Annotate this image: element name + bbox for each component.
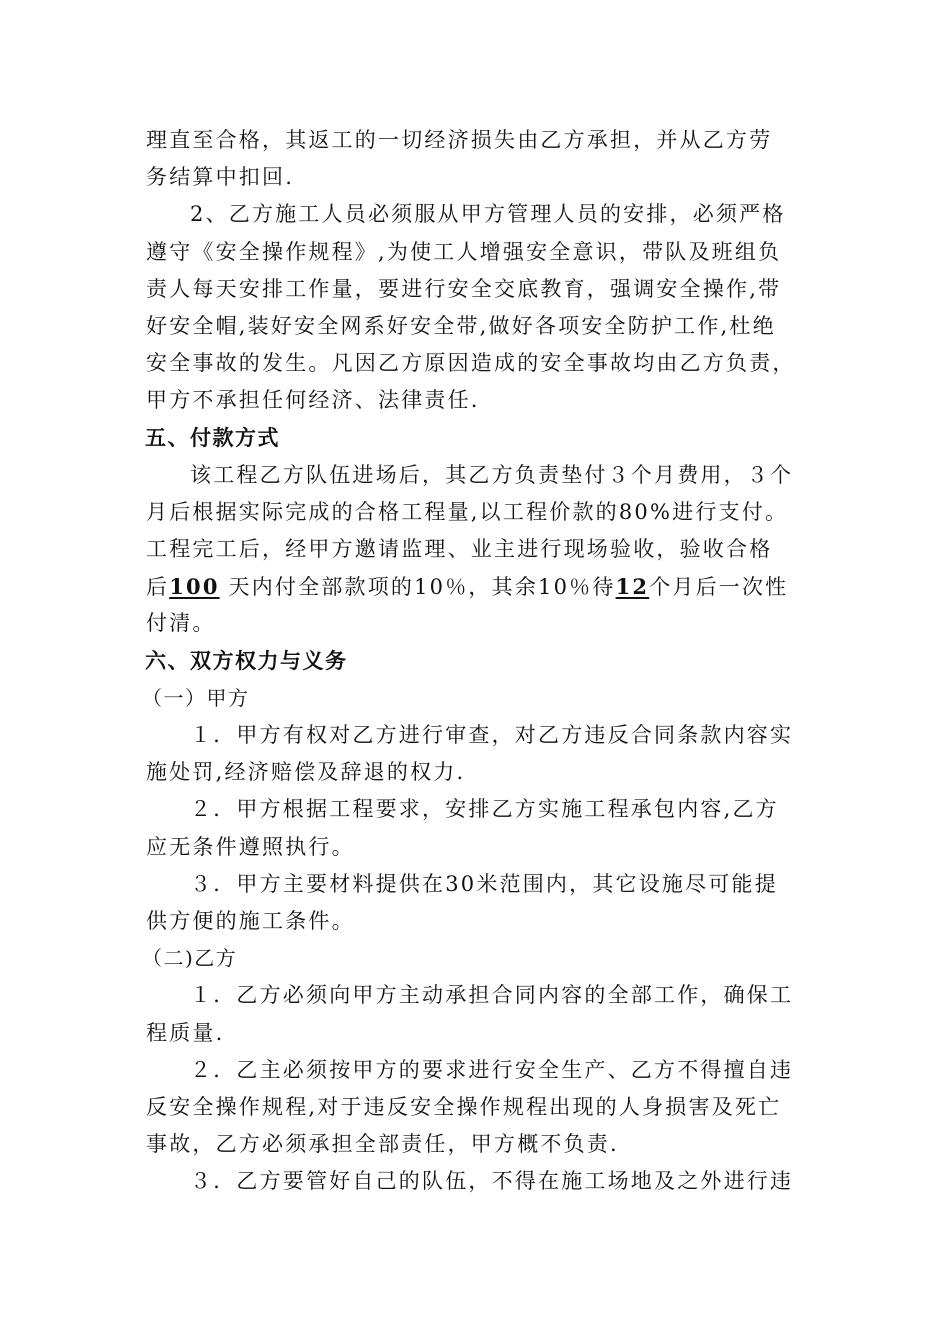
- text-line: 事故，乙方必须承担全部责任，甲方概不负责.: [146, 1132, 619, 1157]
- text-line: 务结算中扣回.: [146, 165, 295, 190]
- text-line: 甲方不承担任何经济、法律责任.: [146, 388, 480, 413]
- text-line: 理直至合格，其返工的一切经济损失由乙方承担，并从乙方劳: [146, 128, 773, 152]
- text-line: 该工程乙方队伍进场后，其乙方负责垫付３个月费用，３个: [190, 462, 794, 487]
- text-line: １．乙方必须向甲方主动承担合同内容的全部工作，确保工: [190, 983, 794, 1008]
- text-line: １．甲方有权对乙方进行审查，对乙方违反合同条款内容实: [190, 723, 794, 747]
- section-heading-payment: 五、付款方式: [145, 425, 280, 450]
- text-line: ２．乙主必须按甲方的要求进行安全生产、乙方不得擅自违: [190, 1057, 794, 1082]
- text-line-with-underlines: [146, 568, 826, 605]
- text-line: 反安全操作规程,对于违反安全操作规程出现的人身损害及死亡: [146, 1094, 782, 1119]
- section-heading-rights: 六、双方权力与义务: [145, 648, 348, 673]
- document-body: [142, 122, 826, 1200]
- text-line: 付清。: [146, 611, 216, 636]
- text-line: 供方便的施工条件。: [146, 908, 355, 933]
- text-line: 安全事故的发生。凡因乙方原因造成的安全事故均由乙方负责，: [146, 351, 796, 376]
- text-fragment: 个月后一次性: [649, 575, 789, 600]
- text-line: 2、乙方施工人员必须服从甲方管理人员的安排，必须严格: [190, 202, 786, 227]
- text-line: ３．乙方要管好自己的队伍，不得在施工场地及之外进行违: [190, 1169, 794, 1194]
- text-line: 好安全帽,装好安全网系好安全带,做好各项安全防护工作,杜绝: [146, 313, 776, 338]
- subsection-heading-party-a: （一）甲方: [142, 685, 250, 710]
- text-line: 程质量.: [146, 1020, 225, 1045]
- text-line: 月后根据实际完成的合格工程量,以工程价款的80%进行支付。: [146, 499, 789, 524]
- text-line: 施处罚,经济赔偿及辞退的权力.: [146, 760, 466, 785]
- text-fragment: 天内付全部款项的10％，其余10％待: [219, 575, 616, 600]
- text-line: ３．甲方主要材料提供在30米范围内，其它设施尽可能提: [190, 871, 778, 896]
- underlined-months-value: 12: [615, 574, 650, 600]
- text-fragment: 后: [146, 575, 170, 600]
- text-line: 应无条件遵照执行。: [146, 834, 355, 859]
- text-line: 遵守《安全操作规程》,为使工人增强安全意识，带队及班组负: [146, 239, 782, 264]
- underlined-days-value: 100: [169, 574, 220, 600]
- text-line: ２．甲方根据工程要求，安排乙方实施工程承包内容,乙方: [190, 797, 779, 822]
- subsection-heading-party-b: （二)乙方: [142, 946, 238, 971]
- text-line: 工程完工后，经甲方邀请监理、业主进行现场验收，验收合格: [146, 537, 773, 562]
- text-line: 责人每天安排工作量，要进行安全交底教育，强调安全操作,带: [146, 276, 782, 301]
